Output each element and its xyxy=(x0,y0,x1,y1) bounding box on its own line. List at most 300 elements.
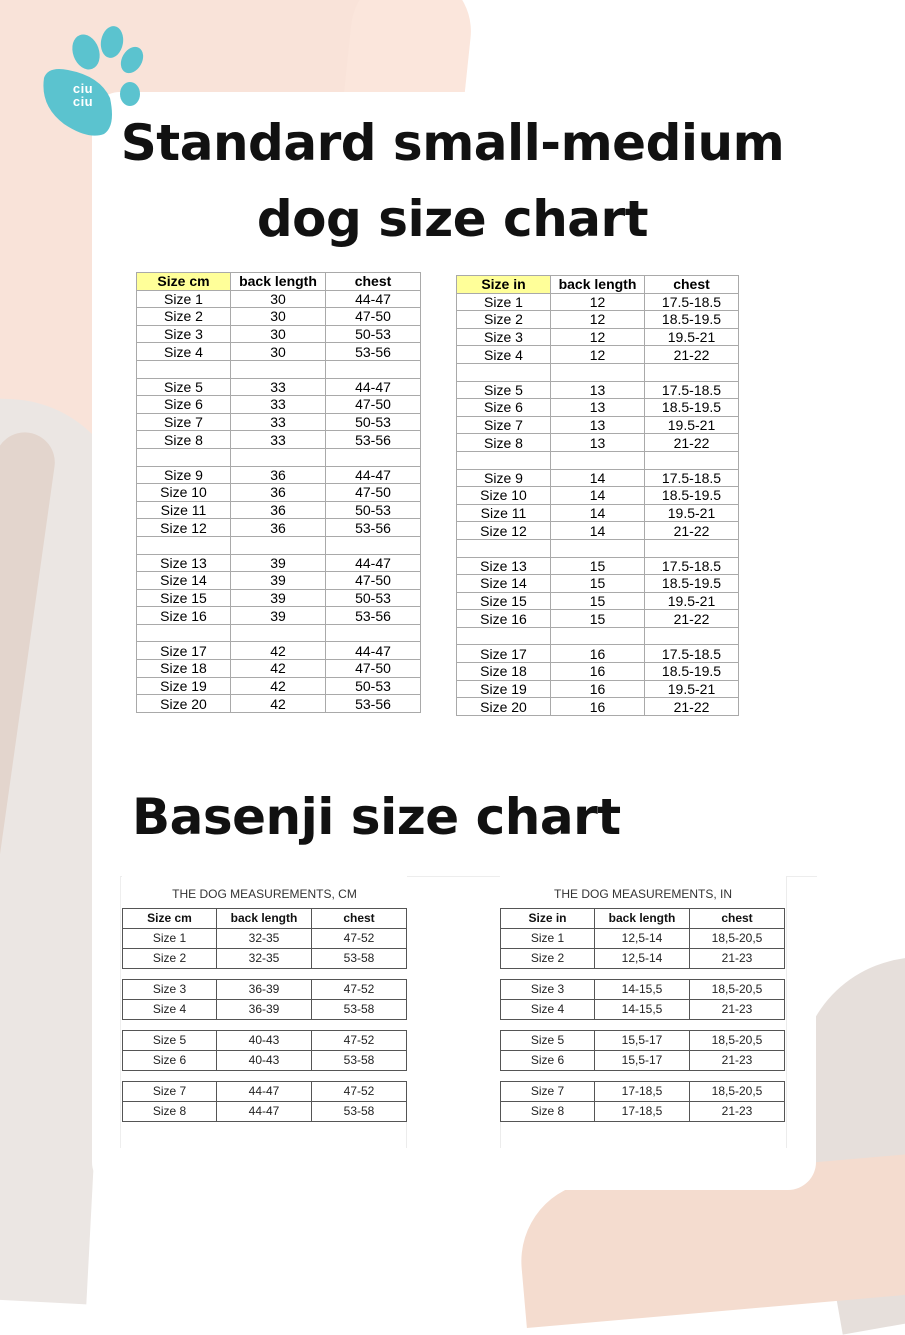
table-cell: 17.5-18.5 xyxy=(645,293,739,311)
standard-cm-table xyxy=(136,272,421,713)
table-row xyxy=(137,325,421,343)
table-cell: 19.5-21 xyxy=(645,504,739,522)
table-cell: 17-18,5 xyxy=(595,1102,690,1122)
table-cell: 33 xyxy=(231,378,326,396)
table-cell: 14 xyxy=(551,487,645,505)
table-cell: 18.5-19.5 xyxy=(645,487,739,505)
empty-cell xyxy=(645,451,739,469)
table-cell: 13 xyxy=(551,416,645,434)
empty-cell xyxy=(501,969,595,980)
table-cell: 53-56 xyxy=(326,607,421,625)
table-row xyxy=(457,311,739,329)
table-row xyxy=(123,929,407,949)
table-cell: 36 xyxy=(231,466,326,484)
logo-text: ciu ciu xyxy=(72,81,94,109)
table-cell: 14 xyxy=(551,522,645,540)
table-cell: 16 xyxy=(551,680,645,698)
table-row xyxy=(137,413,421,431)
table-cell: Size 10 xyxy=(137,484,231,502)
table-row xyxy=(137,501,421,519)
column-header: Size in xyxy=(501,909,595,929)
table-cell: Size 15 xyxy=(137,589,231,607)
table-cell: 12,5-14 xyxy=(595,929,690,949)
table-cell: 19.5-21 xyxy=(645,592,739,610)
table-cell: 15,5-17 xyxy=(595,1031,690,1051)
table-cell: 12 xyxy=(551,346,645,364)
table-cell: Size 5 xyxy=(457,381,551,399)
empty-cell xyxy=(217,1071,312,1082)
empty-cell xyxy=(457,451,551,469)
empty-cell xyxy=(551,627,645,645)
table-header-row xyxy=(137,273,421,291)
table-cell: 53-56 xyxy=(326,519,421,537)
table-cell: 19.5-21 xyxy=(645,680,739,698)
table-cell: 53-56 xyxy=(326,695,421,713)
table-cell: 19.5-21 xyxy=(645,416,739,434)
table-cell: 19.5-21 xyxy=(645,328,739,346)
table-cell: 53-58 xyxy=(312,1051,407,1071)
empty-cell xyxy=(123,969,217,980)
table-row xyxy=(457,522,739,540)
table-cell: Size 5 xyxy=(137,378,231,396)
table-cell: 21-22 xyxy=(645,698,739,716)
table-cell: 53-58 xyxy=(312,949,407,969)
table-cell: 50-53 xyxy=(326,589,421,607)
empty-cell xyxy=(595,1071,690,1082)
table-cell: Size 8 xyxy=(501,1102,595,1122)
table-cell: 21-23 xyxy=(690,1000,785,1020)
empty-cell xyxy=(595,969,690,980)
table-cell: Size 13 xyxy=(137,554,231,572)
basenji-chart-title: Basenji size chart xyxy=(132,788,621,846)
table-cell: 12 xyxy=(551,328,645,346)
table-cell: 14 xyxy=(551,469,645,487)
table-cell: 15 xyxy=(551,557,645,575)
empty-cell xyxy=(217,969,312,980)
empty-cell xyxy=(326,624,421,642)
spacer-row xyxy=(457,451,739,469)
table-cell: 17.5-18.5 xyxy=(645,645,739,663)
table-cell: 21-22 xyxy=(645,522,739,540)
column-header: Size cm xyxy=(137,273,231,291)
table-row xyxy=(137,484,421,502)
empty-cell xyxy=(457,627,551,645)
column-header: chest xyxy=(645,276,739,294)
table-cell: Size 2 xyxy=(501,949,595,969)
table-row xyxy=(137,572,421,590)
table-cell: Size 15 xyxy=(457,592,551,610)
table-cell: 32-35 xyxy=(217,949,312,969)
table-cell: Size 17 xyxy=(137,642,231,660)
table-row xyxy=(457,557,739,575)
table-cell: 39 xyxy=(231,572,326,590)
table-row xyxy=(137,589,421,607)
table-cell: 40-43 xyxy=(217,1051,312,1071)
empty-cell xyxy=(690,1020,785,1031)
spacer-row xyxy=(137,360,421,378)
table-cell: Size 6 xyxy=(457,399,551,417)
table-cell: 17-18,5 xyxy=(595,1082,690,1102)
table-cell: Size 7 xyxy=(457,416,551,434)
table-cell: Size 3 xyxy=(501,980,595,1000)
table-header-row xyxy=(457,276,739,294)
table-row xyxy=(457,293,739,311)
spacer-row xyxy=(137,448,421,466)
empty-cell xyxy=(137,360,231,378)
empty-cell xyxy=(551,451,645,469)
table-cell: Size 14 xyxy=(137,572,231,590)
table-cell: 39 xyxy=(231,607,326,625)
table-cell: 50-53 xyxy=(326,677,421,695)
table-cell: Size 4 xyxy=(123,1000,217,1020)
table-cell: Size 6 xyxy=(123,1051,217,1071)
empty-cell xyxy=(231,624,326,642)
table-cell: Size 1 xyxy=(501,929,595,949)
table-row xyxy=(137,290,421,308)
table-cell: Size 17 xyxy=(457,645,551,663)
table-cell: 50-53 xyxy=(326,325,421,343)
table-cell: 47-50 xyxy=(326,308,421,326)
empty-cell xyxy=(137,536,231,554)
table-cell: 17.5-18.5 xyxy=(645,557,739,575)
table-cell: 44-47 xyxy=(326,378,421,396)
table-cell: 30 xyxy=(231,343,326,361)
table-cell: Size 13 xyxy=(457,557,551,575)
standard-chart-title-line2: dog size chart xyxy=(256,190,649,248)
table-cell: 18.5-19.5 xyxy=(645,311,739,329)
empty-cell xyxy=(326,536,421,554)
spacer-row xyxy=(501,969,785,980)
spacer-row xyxy=(457,539,739,557)
table-row xyxy=(137,343,421,361)
empty-cell xyxy=(551,363,645,381)
table-row xyxy=(501,1051,785,1071)
table-cell: Size 5 xyxy=(501,1031,595,1051)
column-header: chest xyxy=(690,909,785,929)
table-row xyxy=(457,434,739,452)
table-cell: 18.5-19.5 xyxy=(645,575,739,593)
empty-cell xyxy=(231,448,326,466)
table-cell: Size 4 xyxy=(457,346,551,364)
table-cell: Size 3 xyxy=(457,328,551,346)
table-cell: Size 20 xyxy=(137,695,231,713)
empty-cell xyxy=(312,969,407,980)
table-cell: 53-56 xyxy=(326,343,421,361)
table-cell: 32-35 xyxy=(217,929,312,949)
spacer-row xyxy=(457,363,739,381)
table-cell: 18,5-20,5 xyxy=(690,1031,785,1051)
table-row xyxy=(137,308,421,326)
table-cell: Size 9 xyxy=(457,469,551,487)
table-row xyxy=(457,645,739,663)
table-row xyxy=(137,695,421,713)
table-cell: 36 xyxy=(231,519,326,537)
empty-cell xyxy=(457,363,551,381)
column-header: back length xyxy=(551,276,645,294)
column-header: back length xyxy=(217,909,312,929)
table-cell: Size 16 xyxy=(137,607,231,625)
table-row xyxy=(137,660,421,678)
table-row xyxy=(501,929,785,949)
table-row xyxy=(123,1082,407,1102)
table-cell: 17.5-18.5 xyxy=(645,381,739,399)
table-cell: 39 xyxy=(231,554,326,572)
spacer-row xyxy=(123,969,407,980)
table-cell: 21-23 xyxy=(690,949,785,969)
basenji-in-caption: THE DOG MEASUREMENTS, IN xyxy=(553,887,732,901)
table-row xyxy=(123,1000,407,1020)
table-cell: 44-47 xyxy=(326,554,421,572)
standard-in-table xyxy=(456,275,739,716)
table-cell: Size 19 xyxy=(457,680,551,698)
table-cell: 15 xyxy=(551,575,645,593)
empty-cell xyxy=(690,969,785,980)
table-cell: 12 xyxy=(551,311,645,329)
table-row xyxy=(457,575,739,593)
empty-cell xyxy=(326,360,421,378)
table-row xyxy=(457,487,739,505)
table-cell: 44-47 xyxy=(217,1102,312,1122)
table-cell: 18.5-19.5 xyxy=(645,399,739,417)
table-cell: 13 xyxy=(551,434,645,452)
table-cell: 17.5-18.5 xyxy=(645,469,739,487)
table-cell: Size 1 xyxy=(137,290,231,308)
spacer-row xyxy=(123,1071,407,1082)
table-cell: 50-53 xyxy=(326,501,421,519)
table-cell: Size 6 xyxy=(501,1051,595,1071)
table-cell: 13 xyxy=(551,399,645,417)
table-cell: 47-50 xyxy=(326,484,421,502)
table-cell: 44-47 xyxy=(326,642,421,660)
table-row xyxy=(457,610,739,628)
table-row xyxy=(137,607,421,625)
spacer-row xyxy=(501,1071,785,1082)
empty-cell xyxy=(690,1071,785,1082)
empty-cell xyxy=(595,1020,690,1031)
table-cell: Size 11 xyxy=(457,504,551,522)
empty-cell xyxy=(645,539,739,557)
table-cell: 47-50 xyxy=(326,572,421,590)
table-row xyxy=(457,698,739,716)
table-cell: 36 xyxy=(231,484,326,502)
table-row xyxy=(501,949,785,969)
column-header: chest xyxy=(312,909,407,929)
table-cell: Size 14 xyxy=(457,575,551,593)
empty-cell xyxy=(231,360,326,378)
table-row xyxy=(457,416,739,434)
table-cell: 44-47 xyxy=(217,1082,312,1102)
table-cell: 33 xyxy=(231,413,326,431)
table-row xyxy=(123,1051,407,1071)
table-cell: Size 8 xyxy=(457,434,551,452)
table-cell: Size 20 xyxy=(457,698,551,716)
table-cell: 47-52 xyxy=(312,980,407,1000)
table-cell: 15,5-17 xyxy=(595,1051,690,1071)
table-row xyxy=(501,1000,785,1020)
table-cell: 15 xyxy=(551,592,645,610)
table-row xyxy=(123,1102,407,1122)
empty-cell xyxy=(645,363,739,381)
table-cell: 33 xyxy=(231,396,326,414)
table-cell: 14-15,5 xyxy=(595,980,690,1000)
spacer-row xyxy=(123,1020,407,1031)
table-cell: Size 5 xyxy=(123,1031,217,1051)
table-cell: Size 6 xyxy=(137,396,231,414)
table-row xyxy=(457,328,739,346)
basenji-cm-caption: THE DOG MEASUREMENTS, CM xyxy=(172,887,357,901)
table-row xyxy=(137,554,421,572)
column-header: chest xyxy=(326,273,421,291)
table-row xyxy=(457,399,739,417)
table-cell: Size 4 xyxy=(137,343,231,361)
table-cell: 40-43 xyxy=(217,1031,312,1051)
basenji-cm-block xyxy=(122,876,407,1122)
table-cell: 16 xyxy=(551,645,645,663)
table-cell: Size 18 xyxy=(137,660,231,678)
basenji-in-table xyxy=(500,908,785,1122)
table-cell: 42 xyxy=(231,677,326,695)
table-cell: 47-52 xyxy=(312,929,407,949)
table-row xyxy=(123,980,407,1000)
table-cell: 36-39 xyxy=(217,1000,312,1020)
table-row xyxy=(501,1031,785,1051)
empty-cell xyxy=(645,627,739,645)
table-header-row xyxy=(123,909,407,929)
table-row xyxy=(137,642,421,660)
table-cell: 18,5-20,5 xyxy=(690,929,785,949)
empty-cell xyxy=(123,1020,217,1031)
table-cell: Size 7 xyxy=(501,1082,595,1102)
table-cell: 21-23 xyxy=(690,1102,785,1122)
table-cell: Size 1 xyxy=(457,293,551,311)
table-cell: Size 11 xyxy=(137,501,231,519)
empty-cell xyxy=(312,1020,407,1031)
table-row xyxy=(137,466,421,484)
table-row xyxy=(137,396,421,414)
table-cell: 53-58 xyxy=(312,1102,407,1122)
table-row xyxy=(457,469,739,487)
table-cell: 14-15,5 xyxy=(595,1000,690,1020)
empty-cell xyxy=(217,1020,312,1031)
table-cell: 16 xyxy=(551,698,645,716)
table-cell: Size 1 xyxy=(123,929,217,949)
table-cell: 13 xyxy=(551,381,645,399)
empty-cell xyxy=(137,624,231,642)
table-row xyxy=(457,592,739,610)
table-row xyxy=(123,949,407,969)
table-cell: Size 2 xyxy=(457,311,551,329)
table-cell: 42 xyxy=(231,660,326,678)
table-row xyxy=(501,1102,785,1122)
table-cell: 47-50 xyxy=(326,396,421,414)
table-cell: Size 7 xyxy=(123,1082,217,1102)
table-cell: 39 xyxy=(231,589,326,607)
table-cell: Size 8 xyxy=(123,1102,217,1122)
standard-chart-title-line1: Standard small-medium xyxy=(120,114,785,172)
column-header: Size in xyxy=(457,276,551,294)
empty-cell xyxy=(501,1071,595,1082)
table-cell: 53-58 xyxy=(312,1000,407,1020)
table-cell: 47-50 xyxy=(326,660,421,678)
table-cell: 44-47 xyxy=(326,290,421,308)
table-row xyxy=(457,346,739,364)
table-cell: 47-52 xyxy=(312,1031,407,1051)
table-cell: Size 18 xyxy=(457,663,551,681)
table-header-row xyxy=(501,909,785,929)
table-cell: 30 xyxy=(231,308,326,326)
table-cell: 14 xyxy=(551,504,645,522)
spacer-row xyxy=(457,627,739,645)
table-cell: Size 8 xyxy=(137,431,231,449)
table-cell: 53-56 xyxy=(326,431,421,449)
table-cell: 18,5-20,5 xyxy=(690,980,785,1000)
empty-cell xyxy=(501,1020,595,1031)
table-cell: 42 xyxy=(231,695,326,713)
table-cell: 15 xyxy=(551,610,645,628)
table-cell: 18.5-19.5 xyxy=(645,663,739,681)
table-cell: Size 7 xyxy=(137,413,231,431)
table-cell: Size 9 xyxy=(137,466,231,484)
table-cell: 21-22 xyxy=(645,610,739,628)
table-row xyxy=(123,1031,407,1051)
table-cell: 50-53 xyxy=(326,413,421,431)
table-cell: 42 xyxy=(231,642,326,660)
table-cell: 44-47 xyxy=(326,466,421,484)
table-cell: 21-22 xyxy=(645,346,739,364)
table-row xyxy=(137,519,421,537)
table-cell: Size 2 xyxy=(123,949,217,969)
spacer-row xyxy=(137,536,421,554)
table-cell: 33 xyxy=(231,431,326,449)
spacer-row xyxy=(501,1020,785,1031)
table-cell: 36-39 xyxy=(217,980,312,1000)
table-row xyxy=(501,1082,785,1102)
table-cell: 12,5-14 xyxy=(595,949,690,969)
empty-cell xyxy=(457,539,551,557)
column-header: Size cm xyxy=(123,909,217,929)
empty-cell xyxy=(123,1071,217,1082)
table-cell: Size 3 xyxy=(137,325,231,343)
table-row xyxy=(457,504,739,522)
table-row xyxy=(457,680,739,698)
table-cell: 30 xyxy=(231,325,326,343)
table-cell: 47-52 xyxy=(312,1082,407,1102)
table-cell: Size 2 xyxy=(137,308,231,326)
column-header: back length xyxy=(595,909,690,929)
table-row xyxy=(457,663,739,681)
table-row xyxy=(137,378,421,396)
table-row xyxy=(137,677,421,695)
table-row xyxy=(501,980,785,1000)
empty-cell xyxy=(231,536,326,554)
basenji-cm-table xyxy=(122,908,407,1122)
empty-cell xyxy=(137,448,231,466)
basenji-in-block xyxy=(500,876,786,1122)
table-cell: 12 xyxy=(551,293,645,311)
table-cell: 21-23 xyxy=(690,1051,785,1071)
table-cell: 18,5-20,5 xyxy=(690,1082,785,1102)
table-cell: Size 19 xyxy=(137,677,231,695)
table-cell: 36 xyxy=(231,501,326,519)
table-cell: 21-22 xyxy=(645,434,739,452)
empty-cell xyxy=(551,539,645,557)
table-cell: Size 3 xyxy=(123,980,217,1000)
table-cell: 16 xyxy=(551,663,645,681)
column-header: back length xyxy=(231,273,326,291)
table-cell: Size 12 xyxy=(457,522,551,540)
table-cell: 30 xyxy=(231,290,326,308)
grid-line xyxy=(786,876,787,1148)
